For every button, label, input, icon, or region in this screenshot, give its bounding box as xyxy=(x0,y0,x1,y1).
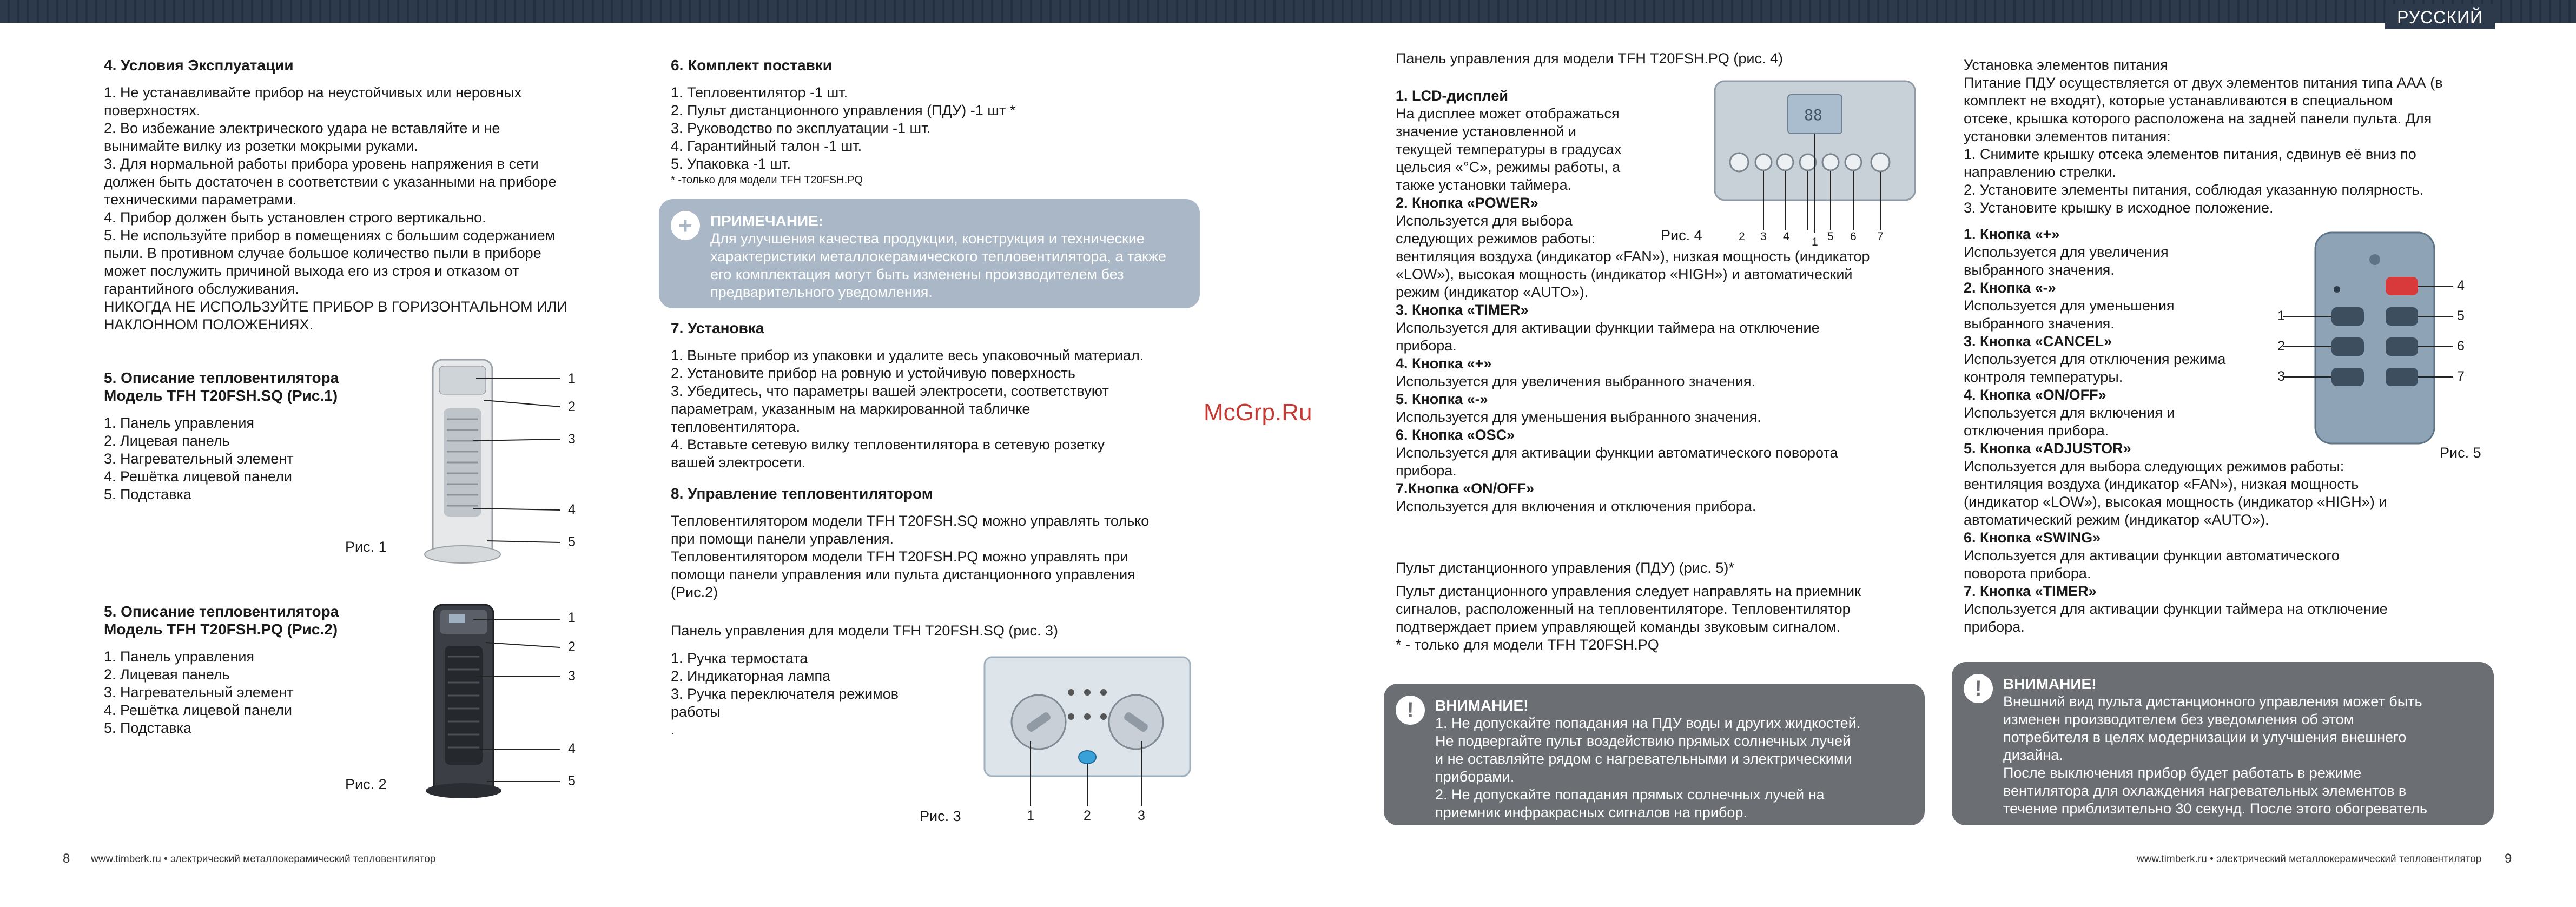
text-line: техническими параметрами. xyxy=(104,191,297,208)
fig4-label-5: 5 xyxy=(1827,230,1834,243)
text-line: После выключения прибор будет работать в режиме xyxy=(2003,765,2362,781)
plus-icon: + xyxy=(671,211,700,240)
text-line: НИКОГДА НЕ ИСПОЛЬЗУЙТЕ ПРИБОР В ГОРИЗОНТАЛЬНОМ ИЛИ xyxy=(104,299,567,315)
text-line: приборами. xyxy=(1435,769,1515,785)
fig4-label-6: 6 xyxy=(1850,230,1857,243)
buttons-list-wide xyxy=(1964,458,2494,636)
item-heading: 1. LCD-дисплей xyxy=(1396,88,1508,104)
item-text: прибора. xyxy=(1396,337,1457,354)
text-line: приемник инфракрасных сигналов на прибор. xyxy=(1435,804,1747,820)
item-text: Используется для активации функции автоматического xyxy=(1964,547,2340,564)
indicator-lamp xyxy=(1079,751,1096,764)
text-line: 2. Лицевая панель xyxy=(104,666,230,683)
text-line: 2. Установите прибор на ровную и устойчивую поверхность xyxy=(671,365,1075,381)
section-title: 8. Управление тепловентилятором xyxy=(671,485,933,502)
text-line: Для улучшения качества продукции, конструкция и технические xyxy=(710,230,1145,247)
section-installation xyxy=(671,319,1201,472)
text-line: 1. Тепловентилятор -1 шт. xyxy=(671,84,848,101)
text-line: 1. Ручка термостата xyxy=(671,650,808,666)
item-text: На дисплее может отображаться xyxy=(1396,105,1620,122)
text-line: вентилятора для охлаждения нагревательных элементов в xyxy=(2003,783,2407,799)
model-subtitle: Модель TFH T20FSH.SQ (Рис.1) xyxy=(104,387,338,404)
fig1-label-1: 1 xyxy=(568,371,576,386)
item-heading: 3. Кнопка «TIMER» xyxy=(1396,302,1529,318)
text-line: 4. Решётка лицевой панели xyxy=(104,468,292,485)
section-remote xyxy=(1396,559,1926,654)
item-text: Используется для увеличения выбранного значения. xyxy=(1396,373,1755,389)
item-text: также установки таймера. xyxy=(1396,177,1572,193)
note-box xyxy=(659,199,1200,308)
text-line: 3. Для нормальной работы прибора уровень напряжения в сети xyxy=(104,156,539,172)
text-line: Пульт дистанционного управления следует направлять на приемник xyxy=(1396,583,1861,599)
text-line: 3. Нагревательный элемент xyxy=(104,451,294,467)
item-heading: 7.Кнопка «ON/OFF» xyxy=(1396,480,1535,496)
text-line: гарантийного обслуживания. xyxy=(104,281,299,297)
section-title: 7. Установка xyxy=(671,320,764,336)
heater-top-panel xyxy=(439,366,486,394)
fig2-label-5: 5 xyxy=(568,773,576,789)
section-body xyxy=(671,84,1201,173)
text-line: 4. Вставьте сетевую вилку тепловентилятора в сетевую розетку xyxy=(671,436,1105,453)
item-heading: 1. Кнопка «+» xyxy=(1964,226,2060,242)
item-heading: 2. Кнопка «-» xyxy=(1964,280,2056,296)
remote-power-button xyxy=(2386,277,2418,295)
text-line: 5. Не используйте прибор в помещениях с большим содержанием xyxy=(104,227,556,243)
text-line: вынимайте вилку из розетки мокрыми руками. xyxy=(104,138,418,154)
text-line: 3. Установите крышку в исходное положение. xyxy=(1964,200,2274,216)
buttons-list-narrow xyxy=(1964,226,2267,458)
note-title: ПРИМЕЧАНИЕ: xyxy=(710,213,824,229)
text-line: 2. Не допускайте попадания прямых солнечных лучей на xyxy=(1435,786,1825,803)
item-text: Используется для уменьшения выбранного значения. xyxy=(1396,409,1761,425)
text-line: параметрам, указанным на маркированной табличке xyxy=(671,401,1031,417)
text-line: течение приблизительно 30 секунд. После этого обогреватель xyxy=(2003,800,2427,817)
item-text: следующих режимов работы: xyxy=(1396,230,1595,247)
fig2-label-2: 2 xyxy=(568,639,576,654)
fig4-label-2: 2 xyxy=(1739,230,1745,243)
item-text: поворота прибора. xyxy=(1964,565,2091,581)
text-line: 2. Лицевая панель xyxy=(104,433,230,449)
heater-pq-illustration xyxy=(422,600,573,806)
footnote: * -только для модели TFH T20FSH.PQ xyxy=(671,174,863,186)
text-line: 4. Решётка лицевой панели xyxy=(104,702,292,718)
item-text: Используется для активации функции таймера на отключение xyxy=(1396,320,1820,336)
fig5-label-6: 6 xyxy=(2457,339,2465,354)
fig2-label-3: 3 xyxy=(568,668,576,684)
text-line: 1. Снимите крышку отсека элементов питания, сдвинув её вниз по xyxy=(1964,146,2416,162)
item-text: выбранного значения. xyxy=(1964,315,2115,332)
text-line: Тепловентилятором модели TFH T20FSH.SQ можно управлять только xyxy=(671,513,1150,529)
item-text: режим (индикатор «AUTO»). xyxy=(1396,284,1589,300)
item-heading: 4. Кнопка «+» xyxy=(1396,355,1492,372)
text-line: 4. Гарантийный талон -1 шт. xyxy=(671,138,862,154)
item-heading: 6. Кнопка «SWING» xyxy=(1964,529,2101,546)
fig4-caption: Рис. 4 xyxy=(1661,227,1702,243)
page-number-right: 9 xyxy=(2505,851,2512,866)
text-line: должен быть достаточен в соответствии с указанными на приборе xyxy=(104,174,557,190)
footer-right: www.timberk.ru • электрический металлокерамический тепловентилятор xyxy=(2137,853,2482,865)
text-line: 4. Прибор должен быть установлен строго вертикально. xyxy=(104,209,486,226)
heater-lcd xyxy=(449,614,465,623)
section-title: Пульт дистанционного управления (ПДУ) (рис. 5)* xyxy=(1396,560,1734,576)
text-line: пыли. В противном случае большое количество пыли в приборе xyxy=(104,245,541,261)
fig3-label-1: 1 xyxy=(1027,808,1034,823)
text-line: предварительного уведомления. xyxy=(710,284,933,300)
text-line: 3. Нагревательный элемент xyxy=(104,684,294,700)
fig3-caption: Рис. 3 xyxy=(920,808,961,824)
text-line: тепловентилятора. xyxy=(671,419,801,435)
text-line: 5. Упаковка -1 шт. xyxy=(671,156,791,172)
fig5-label-1: 1 xyxy=(2277,308,2285,323)
fig2-label-1: 1 xyxy=(568,610,576,625)
text-line: 3. Убедитесь, что параметры вашей электросети, соответствуют xyxy=(671,383,1109,399)
fig1-label-5: 5 xyxy=(568,534,576,550)
item-text: текущей температуры в градусах xyxy=(1396,141,1622,157)
item-text: отключения прибора. xyxy=(1964,422,2109,439)
section-title: 6. Комплект поставки xyxy=(671,57,833,74)
page-number-left: 8 xyxy=(63,851,70,866)
text-line: * - только для модели TFH T20FSH.PQ xyxy=(1396,637,1659,653)
item-heading: 3. Кнопка «CANCEL» xyxy=(1964,333,2112,349)
section-title: 5. Описание тепловентилятора xyxy=(104,603,339,620)
item-text: «LOW»), высокая мощность (индикатор «HIGH») и автоматический xyxy=(1396,266,1853,282)
fig2-caption: Рис. 2 xyxy=(345,776,387,792)
section-body xyxy=(104,84,634,334)
section-body xyxy=(1396,582,1926,654)
fig5-label-4: 4 xyxy=(2457,278,2465,293)
text-line: комплект не входят), которые устанавливаются в специальном xyxy=(1964,92,2393,109)
section-body-narrow xyxy=(1396,87,1650,248)
section-control xyxy=(671,485,1201,601)
item-heading: 7. Кнопка «TIMER» xyxy=(1964,583,2097,599)
item-heading: 2. Кнопка «POWER» xyxy=(1396,195,1538,211)
text-line: 1. Не устанавливайте прибор на неустойчивых или неровных xyxy=(104,84,522,101)
text-line: направлению стрелки. xyxy=(1964,164,2116,180)
warning-title: ВНИМАНИЕ! xyxy=(2003,676,2097,692)
text-line: 2. Пульт дистанционного управления (ПДУ) -1 шт * xyxy=(671,102,1016,118)
section-title: Установка элементов питания xyxy=(1964,57,2168,73)
text-line: Не подвергайте пульт воздействию прямых солнечных лучей xyxy=(1435,733,1851,749)
watermark: McGrp.Ru xyxy=(1204,399,1312,426)
text-line: 1. Панель управления xyxy=(104,415,255,431)
text-line: и не оставляйте рядом с нагревательными и электрическими xyxy=(1435,751,1852,767)
item-text: Используется для уменьшения xyxy=(1964,297,2175,314)
text-line: 2. Установите элементы питания, соблюдая указанную полярность. xyxy=(1964,182,2424,198)
remote-illustration xyxy=(2272,222,2478,449)
remote-buttons-right xyxy=(2386,307,2418,386)
remote-ir-window xyxy=(2369,254,2380,265)
fig4-label-4: 4 xyxy=(1783,230,1789,243)
section-body xyxy=(671,512,1201,601)
item-heading: 5. Кнопка «-» xyxy=(1396,391,1488,407)
text-line: подтверждает прием управляющей команды звуковым сигналом. xyxy=(1396,619,1841,635)
fig5-label-2: 2 xyxy=(2277,339,2285,354)
text-line: Питание ПДУ осуществляется от двух элементов питания типа ААА (в xyxy=(1964,75,2443,91)
item-text: Используется для активации функции автоматического поворота xyxy=(1396,445,1838,461)
text-line: помощи панели управления или пульта дистанционного управления xyxy=(671,566,1135,582)
text-line: его комплектация могут быть изменены производителем без xyxy=(710,266,1124,282)
fig1-caption: Рис. 1 xyxy=(345,539,387,555)
item-text: контроля температуры. xyxy=(1964,369,2123,385)
section-description-sq xyxy=(104,369,407,504)
section-package-contents xyxy=(671,56,1201,187)
fig5-label-5: 5 xyxy=(2457,308,2465,323)
section-title: 4. Условия Эксплуатации xyxy=(104,57,294,74)
fig1-label-4: 4 xyxy=(568,502,576,517)
text-line: работы xyxy=(671,704,721,720)
text-line: 1. Панель управления xyxy=(104,648,255,665)
warning-body xyxy=(1435,714,1906,822)
item-text: Используется для выбора следующих режимов работы: xyxy=(1964,458,2344,474)
item-text: (индикатор «LOW»), высокая мощность (индикатор «HIGH») и xyxy=(1964,494,2387,510)
warning-title: ВНИМАНИЕ! xyxy=(1435,697,1529,714)
item-text: прибора. xyxy=(1396,462,1457,479)
warning-box-remote-design xyxy=(1952,662,2494,825)
fig5-caption: Рис. 5 xyxy=(2440,445,2481,461)
text-line: может послужить причиной выхода его из строя и отказом от xyxy=(104,263,519,279)
section-body xyxy=(1964,74,2494,217)
item-heading: 6. Кнопка «OSC» xyxy=(1396,427,1515,443)
item-heading: 4. Кнопка «ON/OFF» xyxy=(1964,387,2106,403)
control-panel-sq-illustration xyxy=(979,652,1195,825)
text-line: вашей электросети. xyxy=(671,454,806,471)
text-line: 3. Ручка переключателя режимов xyxy=(671,686,899,702)
item-text: вентиляция воздуха (индикатор «FAN»), низкая мощность xyxy=(1964,476,2359,492)
item-heading: 5. Кнопка «ADJUSTOR» xyxy=(1964,440,2131,456)
fig1-label-3: 3 xyxy=(568,432,576,447)
text-line: 2. Индикаторная лампа xyxy=(671,668,831,684)
item-text: Используется для отключения режима xyxy=(1964,351,2226,367)
heater-stand xyxy=(426,783,501,798)
item-text: Используется для выбора xyxy=(1396,213,1573,229)
item-text: Используется для включения и отключения прибора. xyxy=(1396,498,1756,514)
item-text: автоматический режим (индикатор «AUTO»). xyxy=(1964,512,2269,528)
text-line: 2. Во избежание электрического удара не вставляйте и не xyxy=(104,120,500,136)
item-text: цельсия «°С», режимы работы, а xyxy=(1396,159,1621,175)
item-text: прибора. xyxy=(1964,619,2025,635)
footer-left: www.timberk.ru • электрический металлокерамический тепловентилятор xyxy=(91,853,436,865)
remote-led xyxy=(2334,286,2340,293)
section-body xyxy=(671,347,1201,472)
text-line: (Рис.2) xyxy=(671,584,718,600)
text-line: дизайна. xyxy=(2003,747,2063,763)
model-subtitle: Модель TFH T20FSH.PQ (Рис.2) xyxy=(104,621,338,638)
text-line: 1. Выньте прибор из упаковки и удалите весь упаковочный материал. xyxy=(671,347,1144,363)
fig5-label-7: 7 xyxy=(2457,369,2465,384)
lcd-digits: 88 xyxy=(1804,106,1822,124)
text-line: Внешний вид пульта дистанционного управления может быть xyxy=(2003,693,2422,710)
text-line: Тепловентилятором модели TFH T20FSH.PQ можно управлять при xyxy=(671,548,1128,565)
heater-stand xyxy=(425,546,500,563)
text-line: установки элементов питания: xyxy=(1964,128,2171,144)
text-line: поверхностях. xyxy=(104,102,201,118)
item-text: вентиляция воздуха (индикатор «FAN»), низкая мощность (индикатор xyxy=(1396,248,1870,264)
item-text: Используется для увеличения xyxy=(1964,244,2169,260)
item-text: выбранного значения. xyxy=(1964,262,2115,278)
control-panel-pq-illustration xyxy=(1709,76,1926,249)
fig5-label-3: 3 xyxy=(2277,369,2285,384)
text-line: . xyxy=(671,721,675,738)
warning-icon: ! xyxy=(1396,696,1425,725)
section-operating-conditions xyxy=(104,56,634,334)
warning-box-remote xyxy=(1384,684,1925,825)
fig4-label-1: 1 xyxy=(1812,236,1818,248)
warning-icon: ! xyxy=(1964,674,1993,703)
text-line: 5. Подставка xyxy=(104,720,191,736)
remote-buttons-left xyxy=(2331,307,2364,386)
heater-sq-illustration xyxy=(422,354,573,571)
text-line: изменен производителем без уведомления об этом xyxy=(2003,711,2354,727)
fig4-label-7: 7 xyxy=(1877,230,1884,243)
warning-body xyxy=(2003,693,2475,818)
fig3-label-2: 2 xyxy=(1084,808,1091,823)
item-text: Используется для включения и xyxy=(1964,405,2175,421)
text-line: сигналов, расположенный на тепловентиляторе. Тепловентилятор xyxy=(1396,601,1851,617)
text-line: 5. Подставка xyxy=(104,486,191,502)
parts-list xyxy=(104,648,407,737)
text-line: характеристики металлокерамического тепловентилятора, а также xyxy=(710,248,1166,264)
text-line: отсеке, крышка которого расположена на задней панели пульта. Для xyxy=(1964,110,2432,127)
language-label: РУССКИЙ xyxy=(2385,4,2495,29)
section-title: Панель управления для модели TFH T20FSH.SQ (рис. 3) xyxy=(671,623,1059,639)
text-line: потребителя в целях модернизации и улучшения внешнего xyxy=(2003,729,2407,745)
fig3-label-3: 3 xyxy=(1138,808,1145,823)
section-title: Панель управления для модели TFH T20FSH.PQ (рис. 4) xyxy=(1396,50,1784,67)
fig4-label-3: 3 xyxy=(1760,230,1767,243)
text-line: НАКЛОННОМ ПОЛОЖЕНИЯХ. xyxy=(104,316,314,333)
item-text: Используется для активации функции таймера на отключение xyxy=(1964,601,2388,617)
note-body xyxy=(710,230,1181,301)
header-bar xyxy=(0,0,2576,23)
text-line: 3. Руководство по эксплуатации -1 шт. xyxy=(671,120,931,136)
text-line: 1. Не допускайте попадания на ПДУ воды и других жидкостей. xyxy=(1435,715,1861,731)
fig2-label-4: 4 xyxy=(568,741,576,756)
fig1-label-2: 2 xyxy=(568,399,576,414)
section-body-wide xyxy=(1396,248,1926,515)
text-line: при помощи панели управления. xyxy=(671,531,894,547)
section-description-pq xyxy=(104,603,407,737)
parts-list xyxy=(104,414,407,504)
section-title: 5. Описание тепловентилятора xyxy=(104,369,339,386)
item-text: значение установленной и xyxy=(1396,123,1577,140)
